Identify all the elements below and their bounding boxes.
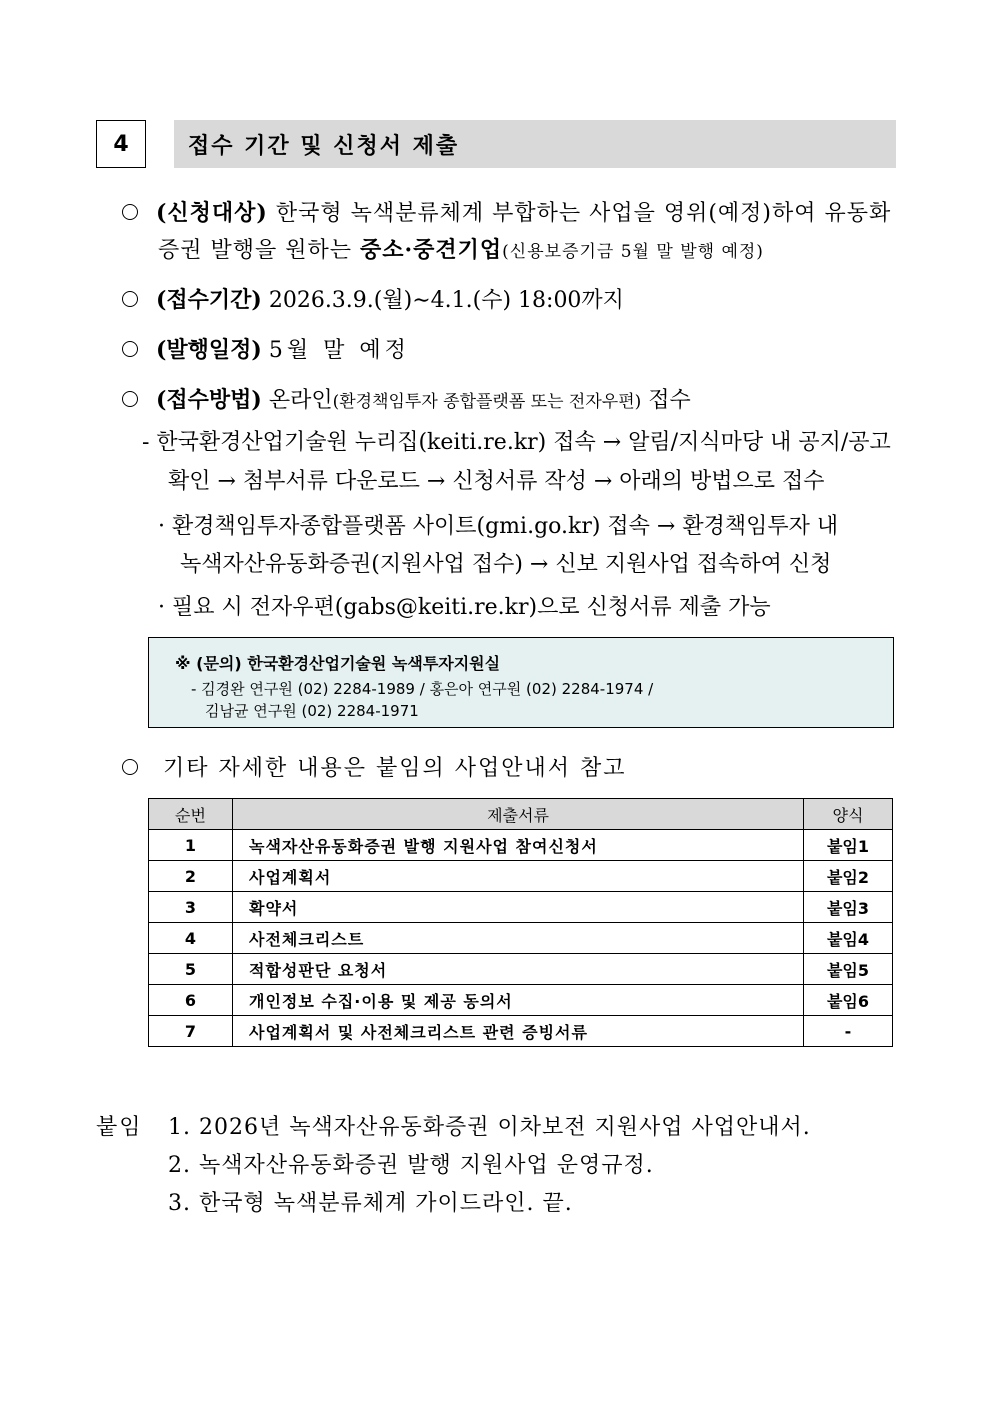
target-text-2a: 증권 발행을 원하는: [158, 238, 360, 263]
table-row: [149, 830, 893, 861]
row-no: 2: [149, 861, 233, 892]
table-row: [149, 1016, 893, 1047]
row-form: 붙임6: [804, 985, 893, 1016]
circle-bullet-icon: [122, 759, 138, 775]
table-header-row: [149, 799, 893, 830]
attachment-item-1: 1. 2026년 녹색자산유동화증권 이차보전 지원사업 사업안내서.: [168, 1115, 811, 1140]
attachment-item-2: 2. 녹색자산유동화증권 발행 지원사업 운영규정.: [168, 1153, 654, 1178]
row-no: 3: [149, 892, 233, 923]
row-document: 개인정보 수집·이용 및 제공 동의서: [233, 985, 804, 1016]
row-document: 사업계획서 및 사전체크리스트 관련 증빙서류: [233, 1016, 804, 1047]
row-no: 1: [149, 830, 233, 861]
row-document: 사업계획서: [233, 861, 804, 892]
method-dot-line-3: · 필요 시 전자우편(gabs@keiti.re.kr)으로 신청서류 제출 가능: [158, 595, 771, 620]
method-text-b: (환경책임투자 종합플랫폼 또는 전자우편): [332, 392, 642, 412]
section-number: 4: [96, 120, 146, 168]
target-text-1: 한국형 녹색분류체계 부합하는 사업을 영위(예정)하여 유동화: [275, 201, 892, 226]
table-row: [149, 985, 893, 1016]
row-form: -: [804, 1016, 893, 1047]
table-row: [149, 892, 893, 923]
item-submit: [122, 753, 627, 784]
circle-bullet-icon: [122, 391, 138, 407]
inquiry-box: [148, 637, 894, 728]
row-form: 붙임3: [804, 892, 893, 923]
method-text-a: 온라인: [268, 388, 333, 413]
item-target-cont: [158, 235, 764, 267]
circle-bullet-icon: [122, 291, 138, 307]
method-label: (접수방법): [156, 387, 262, 413]
circle-bullet-icon: [122, 341, 138, 357]
row-no: 4: [149, 923, 233, 954]
documents-table: [148, 798, 893, 1047]
circle-bullet-icon: [122, 204, 138, 220]
method-dash-line-1: - 한국환경산업기술원 누리집(keiti.re.kr) 접속 → 알림/지식마당 내 공지/공고: [142, 430, 891, 455]
row-document: 녹색자산유동화증권 발행 지원사업 참여신청서: [233, 830, 804, 861]
header-no: 순번: [149, 799, 233, 830]
target-text-2c: (신용보증기금 5월 말 발행 예정): [502, 242, 764, 262]
issue-label: (발행일정): [156, 337, 262, 363]
target-label: (신청대상): [156, 200, 268, 226]
section-title: 접수 기간 및 신청서 제출: [174, 120, 896, 168]
header-form: 양식: [804, 799, 893, 830]
method-dash-line-2: 확인 → 첨부서류 다운로드 → 신청서류 작성 → 아래의 방법으로 접수: [168, 469, 825, 494]
row-document: 사전체크리스트: [233, 923, 804, 954]
period-text: 2026.3.9.(월)∼4.1.(수) 18:00까지: [268, 288, 624, 313]
period-label: (접수기간): [156, 287, 262, 313]
attachments-label: 붙임: [96, 1115, 143, 1140]
issue-text: 5월 말 예정: [268, 338, 410, 363]
inquiry-contact-1: - 김경완 연구원 (02) 2284-1989 / 홍은아 연구원 (02) 2284-1974 /: [191, 680, 654, 698]
row-form: 붙임2: [804, 861, 893, 892]
target-text-2b: 중소·중견기업: [360, 237, 503, 263]
item-issue: [122, 335, 410, 366]
row-form: 붙임4: [804, 923, 893, 954]
row-no: 7: [149, 1016, 233, 1047]
item-method: [122, 385, 691, 417]
row-no: 5: [149, 954, 233, 985]
attachment-item-3: 3. 한국형 녹색분류체계 가이드라인. 끝.: [168, 1191, 573, 1216]
header-document: 제출서류: [233, 799, 804, 830]
row-document: 확약서: [233, 892, 804, 923]
table-row: [149, 954, 893, 985]
table-row: [149, 861, 893, 892]
row-form: 붙임5: [804, 954, 893, 985]
inquiry-title: ※ (문의) 한국환경산업기술원 녹색투자지원실: [175, 654, 501, 673]
method-text-c: 접수: [641, 388, 691, 413]
table-row: [149, 923, 893, 954]
inquiry-contact-2: 김남균 연구원 (02) 2284-1971: [205, 702, 419, 720]
row-no: 6: [149, 985, 233, 1016]
submit-text: 기타 자세한 내용은 붙임의 사업안내서 참고: [163, 756, 627, 781]
row-form: 붙임1: [804, 830, 893, 861]
method-dot-line-2: 녹색자산유동화증권(지원사업 접수) → 신보 지원사업 접속하여 신청: [180, 552, 832, 577]
item-period: [122, 285, 624, 316]
method-dot-line-1: · 환경책임투자종합플랫폼 사이트(gmi.go.kr) 접속 → 환경책임투자 내: [158, 514, 839, 539]
item-target: [122, 198, 891, 229]
row-document: 적합성판단 요청서: [233, 954, 804, 985]
